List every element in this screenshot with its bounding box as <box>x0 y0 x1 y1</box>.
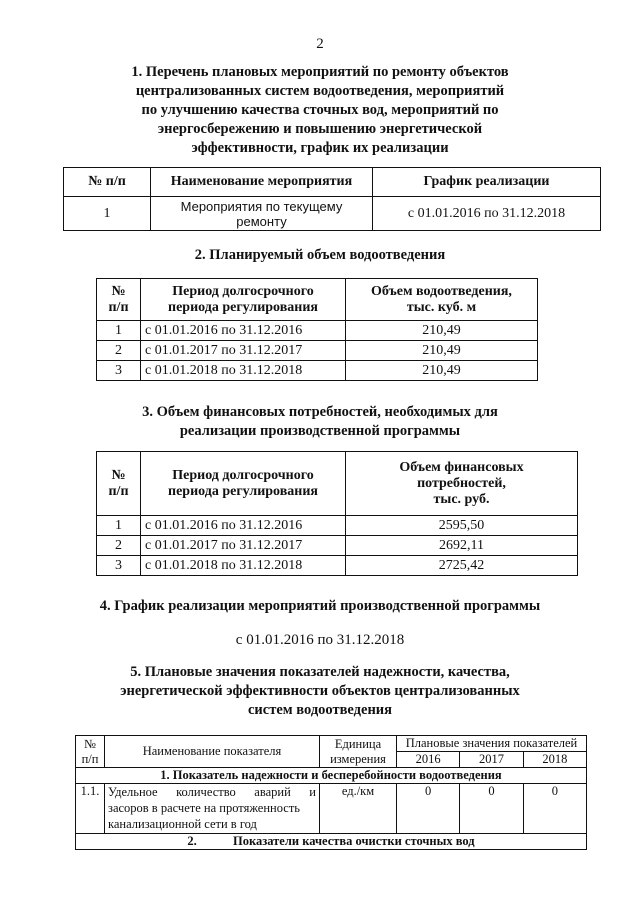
row-period: с 01.01.2017 по 31.12.2017 <box>141 536 346 556</box>
group2-label: 2. Показатели качества очистки сточных вод <box>76 834 587 850</box>
row-unit: ед./км <box>320 784 397 834</box>
col-volume-header: Объем водоотведения, тыс. куб. м <box>346 279 538 321</box>
table-row <box>97 516 578 536</box>
col-num-header: № п/п <box>97 452 141 516</box>
title-line: систем водоотведения <box>247 702 393 718</box>
row-num: 3 <box>97 556 141 576</box>
row-value: 2595,50 <box>346 516 578 536</box>
measures-table <box>63 167 601 231</box>
table-row <box>64 197 601 231</box>
row-value: 210,49 <box>346 321 538 341</box>
group1-label: 1. Показатель надежности и бесперебойности водоотведения <box>76 768 587 784</box>
section4-period: с 01.01.2016 по 31.12.2018 <box>235 632 405 648</box>
title-line: 5. Плановые значения показателей надежности, качества, <box>130 664 510 680</box>
table-row <box>97 341 538 361</box>
row-period: с 01.01.2016 по 31.12.2016 <box>141 321 346 341</box>
title-line: централизованных систем водоотведения, мероприятий <box>135 83 505 99</box>
title-line: энергосбережению и повышению энергетической <box>157 121 483 137</box>
year-header: 2018 <box>523 752 586 768</box>
col-num-header: № п/п <box>76 736 105 768</box>
row-num: 1 <box>64 197 151 231</box>
group-row <box>76 834 587 850</box>
col-schedule-header: График реализации <box>373 168 601 197</box>
row-num: 1 <box>97 321 141 341</box>
col-period-header: Период долгосрочного периода регулирования <box>141 279 346 321</box>
row-value: 210,49 <box>346 361 538 381</box>
row-period: с 01.01.2017 по 31.12.2017 <box>141 341 346 361</box>
col-num-header: № п/п <box>64 168 151 197</box>
row-name: Мероприятия по текущему ремонту <box>151 197 373 231</box>
section1-title <box>0 63 640 158</box>
group-row <box>76 768 587 784</box>
title-line: 3. Объем финансовых потребностей, необходимых для <box>142 404 498 420</box>
section4-title: 4. График реализации мероприятий производственной программы <box>99 598 541 614</box>
finance-table <box>96 451 578 576</box>
section3-title <box>0 403 640 441</box>
table-row <box>76 784 587 834</box>
table-row <box>97 361 538 381</box>
col-unit-header: Единица измерения <box>320 736 397 768</box>
indicators-table <box>75 735 587 850</box>
col-name-header: Наименование показателя <box>105 736 320 768</box>
volume-table <box>96 278 538 381</box>
row-value: 0 <box>523 784 586 834</box>
table-row <box>97 556 578 576</box>
table-row <box>97 536 578 556</box>
section5-title <box>0 663 640 720</box>
row-num: 1 <box>97 516 141 536</box>
row-num: 3 <box>97 361 141 381</box>
year-header: 2017 <box>460 752 523 768</box>
row-value: 0 <box>460 784 523 834</box>
row-num: 1.1. <box>76 784 105 834</box>
table-row <box>97 321 538 341</box>
row-value: 210,49 <box>346 341 538 361</box>
title-line: реализации производственной программы <box>179 423 461 439</box>
col-name-header: Наименование мероприятия <box>151 168 373 197</box>
row-value: 0 <box>397 784 460 834</box>
title-line: 1. Перечень плановых мероприятий по ремонту объектов <box>131 64 509 80</box>
page-number: 2 <box>316 36 324 52</box>
row-num: 2 <box>97 341 141 361</box>
title-line: энергетической эффективности объектов централизованных <box>120 683 520 699</box>
row-num: 2 <box>97 536 141 556</box>
row-value: 2725,42 <box>346 556 578 576</box>
title-line: по улучшению качества сточных вод, мероприятий по <box>141 102 499 118</box>
title-line: эффективности, график их реализации <box>191 140 449 156</box>
row-value: 2692,11 <box>346 536 578 556</box>
col-finance-header: Объем финансовых потребностей, тыс. руб. <box>346 452 578 516</box>
row-period: с 01.01.2016 по 31.12.2016 <box>141 516 346 536</box>
col-period-header: Период долгосрочного периода регулирования <box>141 452 346 516</box>
row-period: с 01.01.2018 по 31.12.2018 <box>141 556 346 576</box>
col-num-header: № п/п <box>97 279 141 321</box>
section2-title: 2. Планируемый объем водоотведения <box>194 247 446 263</box>
row-schedule: с 01.01.2016 по 31.12.2018 <box>373 197 601 231</box>
row-period: с 01.01.2018 по 31.12.2018 <box>141 361 346 381</box>
row-name: Удельное количество аварий и засоров в расчете на протяженность канализационной сети в год <box>105 784 320 834</box>
year-header: 2016 <box>397 752 460 768</box>
col-plan-header: Плановые значения показателей <box>397 736 587 752</box>
